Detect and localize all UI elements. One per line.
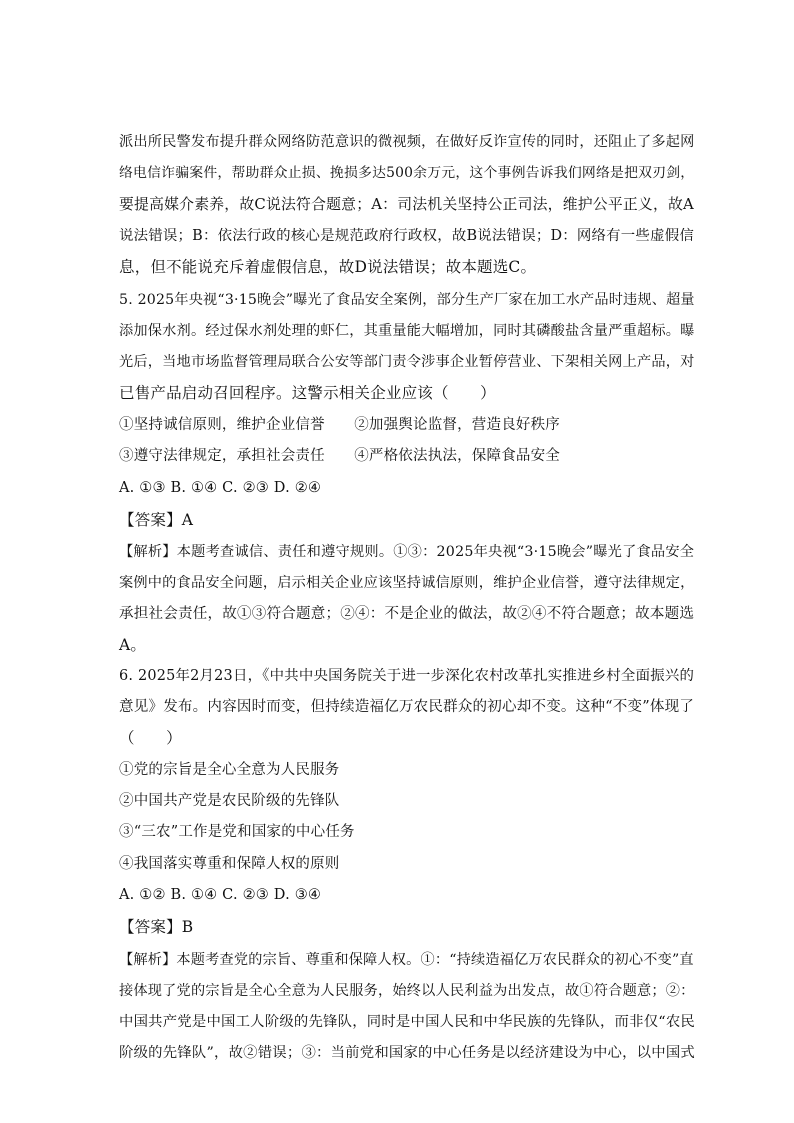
text-line: 络电信诈骗案件，帮助群众止损、挽损多达500余万元，这个事例告诉我们网络是把双刃剑， [119,165,695,181]
option-line: ①党的宗旨是全心全意为人民服务 [119,762,340,778]
text-line: 承担社会责任，故①③符合题意；②④：不是企业的做法，故②④不符合题意；故本题选 [119,605,695,622]
question-5-stem: 5. 2025年央视“3·15晚会”曝光了食品安全案例，部分生产厂家在加工水产品时违规、超量 [119,292,695,308]
analysis-line: 【解析】本题考查诚信、责任和遵守规则。①③：2025年央视“3·15晚会”曝光了食品安全 [119,544,695,560]
text-line: 已售产品启动召回程序。这警示相关企业应该（ ） [119,384,496,402]
text-line: A。 [119,636,147,654]
option-line: ①坚持诚信原则，维护企业信誉 ②加强舆论监督，营造良好秩序 [119,417,560,433]
text-line: 息，但不能说充斥着虚假信息，故D说法错误；故本题选C。 [119,258,537,276]
choice-line: A. ①③ B. ①④ C. ②③ D. ②④ [119,480,322,496]
text-line: （ ） [119,729,182,747]
text-line: 接体现了党的宗旨是全心全意为人民服务，始终以人民利益为出发点，故①符合题意；②： [119,983,695,999]
text-line: 中国共产党是中国工人阶级的先锋队，同时是中国人民和中华民族的先锋队，而非仅“农民 [119,1014,695,1030]
text-line: 光后，当地市场监督管理局联合公安等部门责令涉事企业暂停营业、下架相关网上产品，对 [119,354,695,370]
text-line: 案例中的食品安全问题，启示相关企业应该坚持诚信原则，维护企业信誉，遵守法律规定， [119,575,695,591]
option-line: ②中国共产党是农民阶级的先锋队 [119,793,340,809]
text-line: 说法错误；B：依法行政的核心是规范政府行政权，故B说法错误；D：网络有一些虚假信 [119,228,694,244]
answer-line: 【答案】B [119,918,194,936]
option-line: ③“三农”工作是党和国家的中心任务 [119,824,355,840]
answer-line: 【答案】A [119,511,194,529]
analysis-line: 【解析】本题考查党的宗旨、尊重和保障人权。①：“持续造福亿万农民群众的初心不变”直 [119,952,694,968]
option-line: ④我国落实尊重和保障人权的原则 [119,856,340,872]
text-line: 阶级的先锋队”，故②错误；③：当前党和国家的中心任务是以经济建设为中心，以中国式 [119,1045,695,1061]
choice-line: A. ①② B. ①④ C. ②③ D. ③④ [119,887,322,903]
text-line: 意见》发布。内容因时而变，但持续造福亿万农民群众的初心却不变。这种“不变”体现了 [119,699,695,715]
text-line: 要提高媒介素养，故C说法符合题意；A：司法机关坚持公正司法，维护公平正义，故A [119,195,694,213]
option-line: ③遵守法律规定，承担社会责任 ④严格依法执法，保障食品安全 [119,448,560,464]
text-line: 添加保水剂。经过保水剂处理的虾仁，其重量能大幅增加，同时其磷酸盐含量严重超标。曝 [119,323,695,339]
text-line: 派出所民警发布提升群众网络防范意识的微视频，在做好反诈宣传的同时，还阻止了多起网 [119,134,695,150]
question-6-stem: 6. 2025年2月23日，《中共中央国务院关于进一步深化农村改革扎实推进乡村全面振兴的 [119,668,695,684]
